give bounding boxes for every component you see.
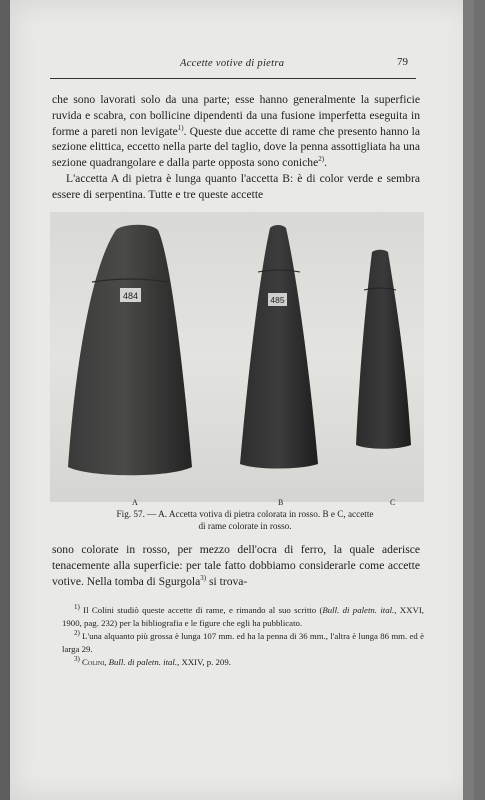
body-text-top [52, 92, 420, 203]
footnote-mark: 2) [74, 629, 80, 638]
book-page [10, 0, 474, 800]
figure-letter-a: A [132, 498, 138, 507]
footnote-ref-1[interactable]: 1) [177, 123, 184, 132]
axe-a-label: 484 [122, 291, 139, 301]
page-number: 79 [397, 56, 408, 68]
footnotes [62, 604, 424, 670]
footnote-mark: 3) [74, 655, 80, 664]
footnote-mark: 1) [74, 603, 80, 612]
figure-letter-b: B [278, 498, 284, 507]
footnote-ref-2[interactable]: 2) [318, 155, 325, 164]
text-segment: si trova- [206, 574, 248, 588]
footnote-text: Il Colini studiò queste accette di rame, e rimando al suo scritto ( [79, 605, 323, 615]
footnote-author: Colini [82, 657, 105, 668]
footnote-2 [62, 630, 424, 655]
body-text-bottom [52, 542, 420, 589]
footnote-1 [62, 604, 424, 629]
header-rule [50, 78, 416, 79]
text-segment: che sono lavorati solo da una parte; esse hanno generalmente la superficie ruvida e scabra, con bollicine dipendenti da una fusione imperfetta eseguita in forme a pareti non levigate [52, 93, 420, 138]
copper-axe-b [240, 225, 318, 469]
footnote-ref-3[interactable]: 3) [200, 573, 207, 582]
running-head: Accette votive di pietra [180, 58, 285, 69]
text-segment: sono colorate in rosso, per mezzo dell'ocra di ferro, la quale aderisce tenacemente alla superficie: per tale fatto dobbiamo considerarle come accette votive. Nella tomba di Sgurgola [52, 543, 420, 588]
text-segment: . [324, 156, 327, 170]
footnote-citation: Bull. di paletn. ital. [108, 657, 178, 668]
paragraph-second: L'accetta A di pietra è lunga quanto l'accetta B: è di color verde e sembra essere di serpentina. Tutte e tre queste accette [52, 171, 420, 201]
footnote-citation: Bull. di paletn. ital. [322, 605, 395, 615]
stone-axe-a [68, 225, 192, 476]
paragraph-first [52, 92, 420, 171]
axe-b-label: 485 [270, 295, 285, 305]
figure-letter-c: C [390, 498, 396, 507]
footnote-text: , [104, 657, 109, 668]
figure-caption [70, 508, 420, 532]
caption-line: di rame colorate in rosso. [198, 521, 292, 531]
paragraph-third [52, 542, 420, 589]
footnote-text: L'una alquanto più grossa è lunga 107 mm. ed ha la penna di 36 mm., l'altra è lunga 86 mm. ed è larga 29. [62, 631, 424, 654]
footnote-3 [62, 656, 424, 669]
axes-photograph [50, 212, 424, 502]
caption-line: Fig. 57. — A. Accetta votiva di pietra colorata in rosso. B e C, accette [116, 509, 374, 519]
footnote-text: , XXVI, 1900, pag. 232) per la bibliografia e le figure che egli ha pubblicato. [62, 605, 424, 628]
page-edge-shadow [463, 0, 474, 800]
footnote-text: , XXIV, p. 209. [177, 657, 231, 668]
text-segment: . Queste due accette di rame che presento hanno la sezione elittica, eccetto nella parte del taglio, dove la penna assottigliata ha una sezione quadrangolare e dalla parte opposta sono coniche [52, 124, 420, 170]
copper-axe-c [356, 250, 411, 449]
page-gutter-shadow [0, 0, 10, 800]
figure-photo-plate [50, 212, 424, 502]
